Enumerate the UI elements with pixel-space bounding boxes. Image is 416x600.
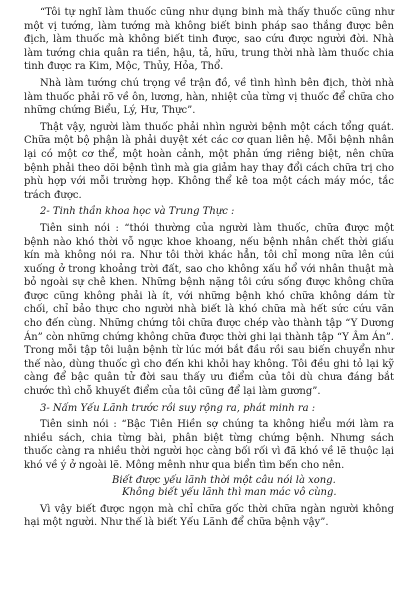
section-heading-2: 2- Tinh thần khoa học và Trung Thực : xyxy=(40,206,235,218)
verse-line-2: Không biết yếu lãnh thì man mác vô cùng. xyxy=(122,487,337,499)
paragraph-2: Nhà làm tướng chú trọng về trận đồ, về tình hình bên địch, thời nhà làm thuốc phải rõ về ôn, lương, hàn, nhiệt của từng vị thuốc để chữa cho những chứng Biểu, Lý, Hư, Thực”. xyxy=(24,77,394,117)
paragraph-4: Tiên sinh nói : “thói thường của người làm thuốc, chữa được một bệnh nào khó thời vỗ ngực khoe khoang, nếu bệnh nhân chết thời giấu kín mà không nói ra. Như tôi thời khác hẳn, tôi chỉ mong nữa lên cúi xuống ở trong khoảng trời đất, sao cho không xấu hổ với nhân thuật mà bỏ ngoài sự chê khen. Những bệnh nặng tôi cứu sống được không chữa được cũng không phải là ít, với những bệnh khó chữa không dám từ chối, chỉ bảo thực cho người nhà biết là khó chữa mà hết sức cứu vãn cho đến cùng. Những chứng tôi chữa được chép vào thành tập “Y Dương Án” còn những chứng không chữa được thời ghi lại thành tập “Y Âm Án”. Trong mỗi tập tôi luận bệnh từ lúc mới bắt đầu rồi sau biến chuyển như thế nào, dùng thuốc gì cho đến khi khỏi hay không. Tôi đều ghi tỏ lại kỹ càng để bậc quân tử đời sau thấy ưu điểm của tôi dù chưa đáng bắt chước thì chỗ khuyết điểm của tôi cũng để lại làm gương”. xyxy=(24,222,394,398)
verse-block xyxy=(24,475,394,500)
section-heading-3: 3- Nấm Yếu Lãnh trước rồi suy rộng ra, phát minh ra : xyxy=(40,402,316,414)
paragraph-5: Tiên sinh nói : “Bậc Tiên Hiền sợ chúng ta không hiểu mới làm ra nhiều sách, chia từng bài, phân biệt từng chứng bệnh. Nhưng sách thuốc càng ra nhiều thời người học càng bối rối vì đã khó về lẽ thuộc lại khó về ý ở ngoài lẽ. Mông mênh như qua biển tìm bến cho nên. xyxy=(24,419,394,471)
paragraph-1: “Tôi tự nghĩ làm thuốc cũng như dụng binh mà thấy thuốc cũng như một vị tướng, làm tướng mà không biết binh pháp sao thắng được bên địch, làm thuốc mà không biết tinh được, sao cứu được người đời. Nhà làm tướng chia quân ra tiền, hậu, tả, hữu, trung thời nhà làm thuốc chia tinh được ra Kim, Mộc, Thủy, Hỏa, Thổ. xyxy=(24,7,394,73)
paragraph-3: Thật vậy, người làm thuốc phải nhìn người bệnh một cách tổng quát. Chữa một bộ phận là phải duyệt xét các cơ quan liên hệ. Mỗi bệnh nhân lại có một cơ thể, một hoàn cảnh, một phản ứng riêng biệt, nên chữa bệnh phải theo dõi bệnh tình mà gia giảm hay thay đổi cách chữa trị cho phù hợp với mỗi trường hợp. Không thể kê toa một cách máy móc, tắc trách được. xyxy=(24,121,394,201)
paragraph-6: Vì vậy biết được ngọn mà chỉ chữa gốc thời chữa ngàn người không hại một người. Như thế là biết Yếu Lãnh để chữa bệnh vậy”. xyxy=(24,503,394,529)
verse-line-1: Biết được yếu lãnh thời một câu nói là xong. xyxy=(112,474,336,486)
